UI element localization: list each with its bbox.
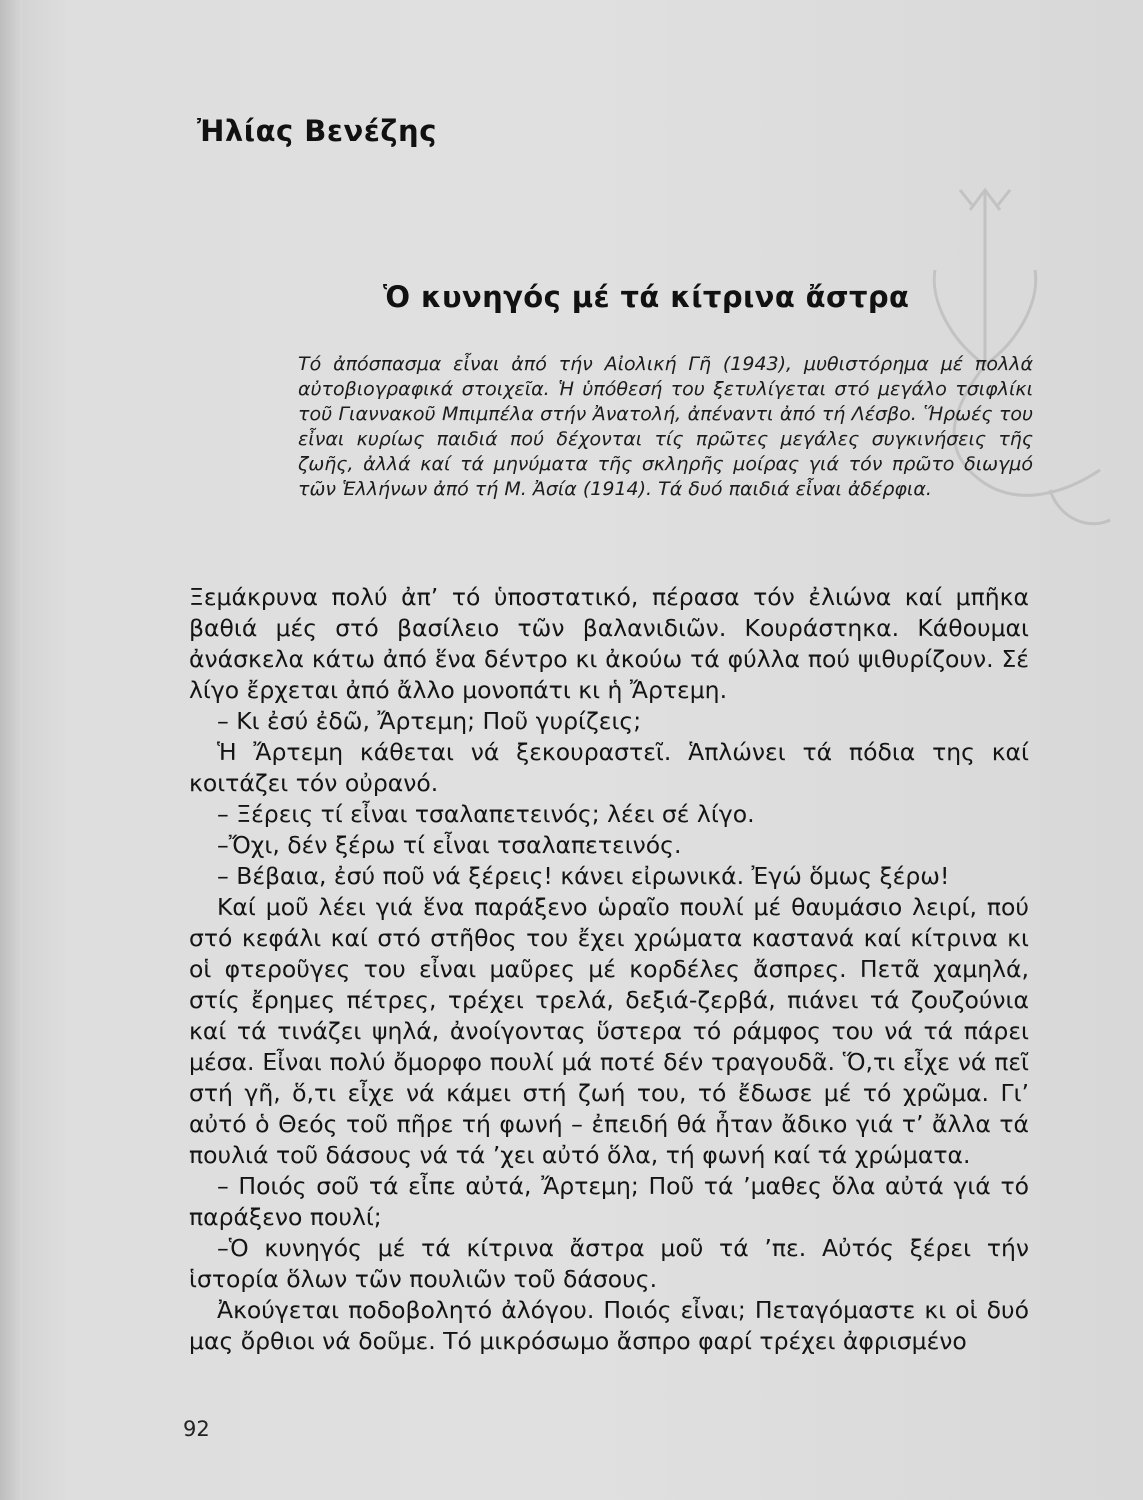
story-paragraph: –Ὄχι, δέν ξέρω τί εἶναι τσαλαπετεινός. [217, 831, 682, 859]
story-text [189, 582, 1029, 1357]
story-paragraph: – Βέβαια, ἐσύ ποῦ νά ξέρεις! κάνει εἰρωνικά. Ἐγώ ὅμως ξέρω! [217, 862, 950, 890]
story-paragraph: Ἡ Ἄρτεμη κάθεται νά ξεκουραστεῖ. Ἁπλώνει τά πόδια της καί κοιτάζει τόν οὐρανό. [189, 738, 1029, 797]
intro-note [298, 352, 1033, 502]
story-paragraph: Ξεμάκρυνα πολύ ἀπ’ τό ὑποστατικό, πέρασα τόν ἐλιώνα καί μπῆκα βαθιά μές στό βασίλειο τῶν βαλανιδιῶν. Κουράστηκα. Κάθουμαι ἀνάσκελα κάτω ἀπό ἕνα δέντρο κι ἀκούω τά φύλλα πού ψιθυρίζουν. Σέ λίγο ἔρχεται ἀπό ἄλλο μονοπάτι κι ἡ Ἄρτεμη. [189, 583, 1029, 704]
story-paragraph: –Ὁ κυνηγός μέ τά κίτρινα ἄστρα μοῦ τά ’πε. Αὐτός ξέρει τήν ἱστορία ὅλων τῶν πουλιῶν τοῦ δάσους. [189, 1234, 1029, 1293]
page-number: 92 [183, 1417, 210, 1441]
story-paragraph: – Κι ἐσύ ἐδῶ, Ἄρτεμη; Ποῦ γυρίζεις; [217, 707, 642, 735]
story-paragraph: – Ποιός σοῦ τά εἶπε αὐτά, Ἄρτεμη; Ποῦ τά ’μαθες ὅλα αὐτά γιά τό παράξενο πουλί; [189, 1172, 1029, 1231]
story-paragraph: – Ξέρεις τί εἶναι τσαλαπετεινός; λέει σέ λίγο. [217, 800, 755, 828]
author-name: Ἠλίας Βενέζης [197, 114, 437, 148]
page-binding-edge [0, 0, 22, 1500]
story-paragraph: Καί μοῦ λέει γιά ἕνα παράξενο ὡραῖο πουλί μέ θαυμάσιο λειρί, πού στό κεφάλι καί στό στῆθος του ἔχει χρώματα καστανά καί κίτρινα κι οἱ φτεροῦγες του εἶναι μαῦρες μέ κορδέλες ἄσπρες. Πετᾶ χαμηλά, στίς ἔρημες πέτρες, τρέχει τρελά, δεξιά-ζερβά, πιάνει τά ζουζούνια καί τά τινάζει ψηλά, ἀνοίγοντας ὕστερα τό ράμφος του νά τά πάρει μέσα. Εἶναι πολύ ὄμορφο πουλί μά ποτέ δέν τραγουδᾶ. Ὅ,τι εἶχε νά πεῖ στή γῆ, ὅ,τι εἶχε νά κάμει στή ζωή του, τό ἔδωσε μέ τό χρῶμα. Γι’ αὐτό ὁ Θεός τοῦ πῆρε τή φωνή – ἐπειδή θά ἦταν ἄδικο γιά τ’ ἄλλα τά πουλιά τοῦ δάσους νά τά ’χει αὐτό ὅλα, τή φωνή καί τά χρώματα. [189, 893, 1029, 1169]
intro-paragraph: Τό ἀπόσπασμα εἶναι ἀπό τήν Αἰολική Γῆ (1943), μυθιστόρημα μέ πολλά αὐτοβιογραφικά στοιχεῖα. Ἡ ὑπόθεσή του ξετυλίγεται στό μεγάλο τσιφλίκι τοῦ Γιαννακοῦ Μπιμπέλα στήν Ἀνατολή, ἀπέναντι ἀπό τή Λέσβο. Ἥρωές του εἶναι κυρίως παιδιά πού δέχονται τίς πρῶτες μεγάλες συγκινήσεις τῆς ζωῆς, ἀλλά καί τά μηνύματα τῆς σκληρῆς μοίρας γιά τόν πρῶτο διωγμό τῶν Ἑλλήνων ἀπό τή Μ. Ἀσία (1914). Τά δυό παιδιά εἶναι ἀδέρφια. [298, 353, 1033, 500]
chapter-title: Ὁ κυνηγός μέ τά κίτρινα ἄστρα [383, 280, 910, 314]
story-paragraph: Ἀκούγεται ποδοβολητό ἀλόγου. Ποιός εἶναι; Πεταγόμαστε κι οἱ δυό μας ὄρθιοι νά δοῦμε. Τό μικρόσωμο ἄσπρο φαρί τρέχει ἀφρισμένο [189, 1296, 1029, 1355]
